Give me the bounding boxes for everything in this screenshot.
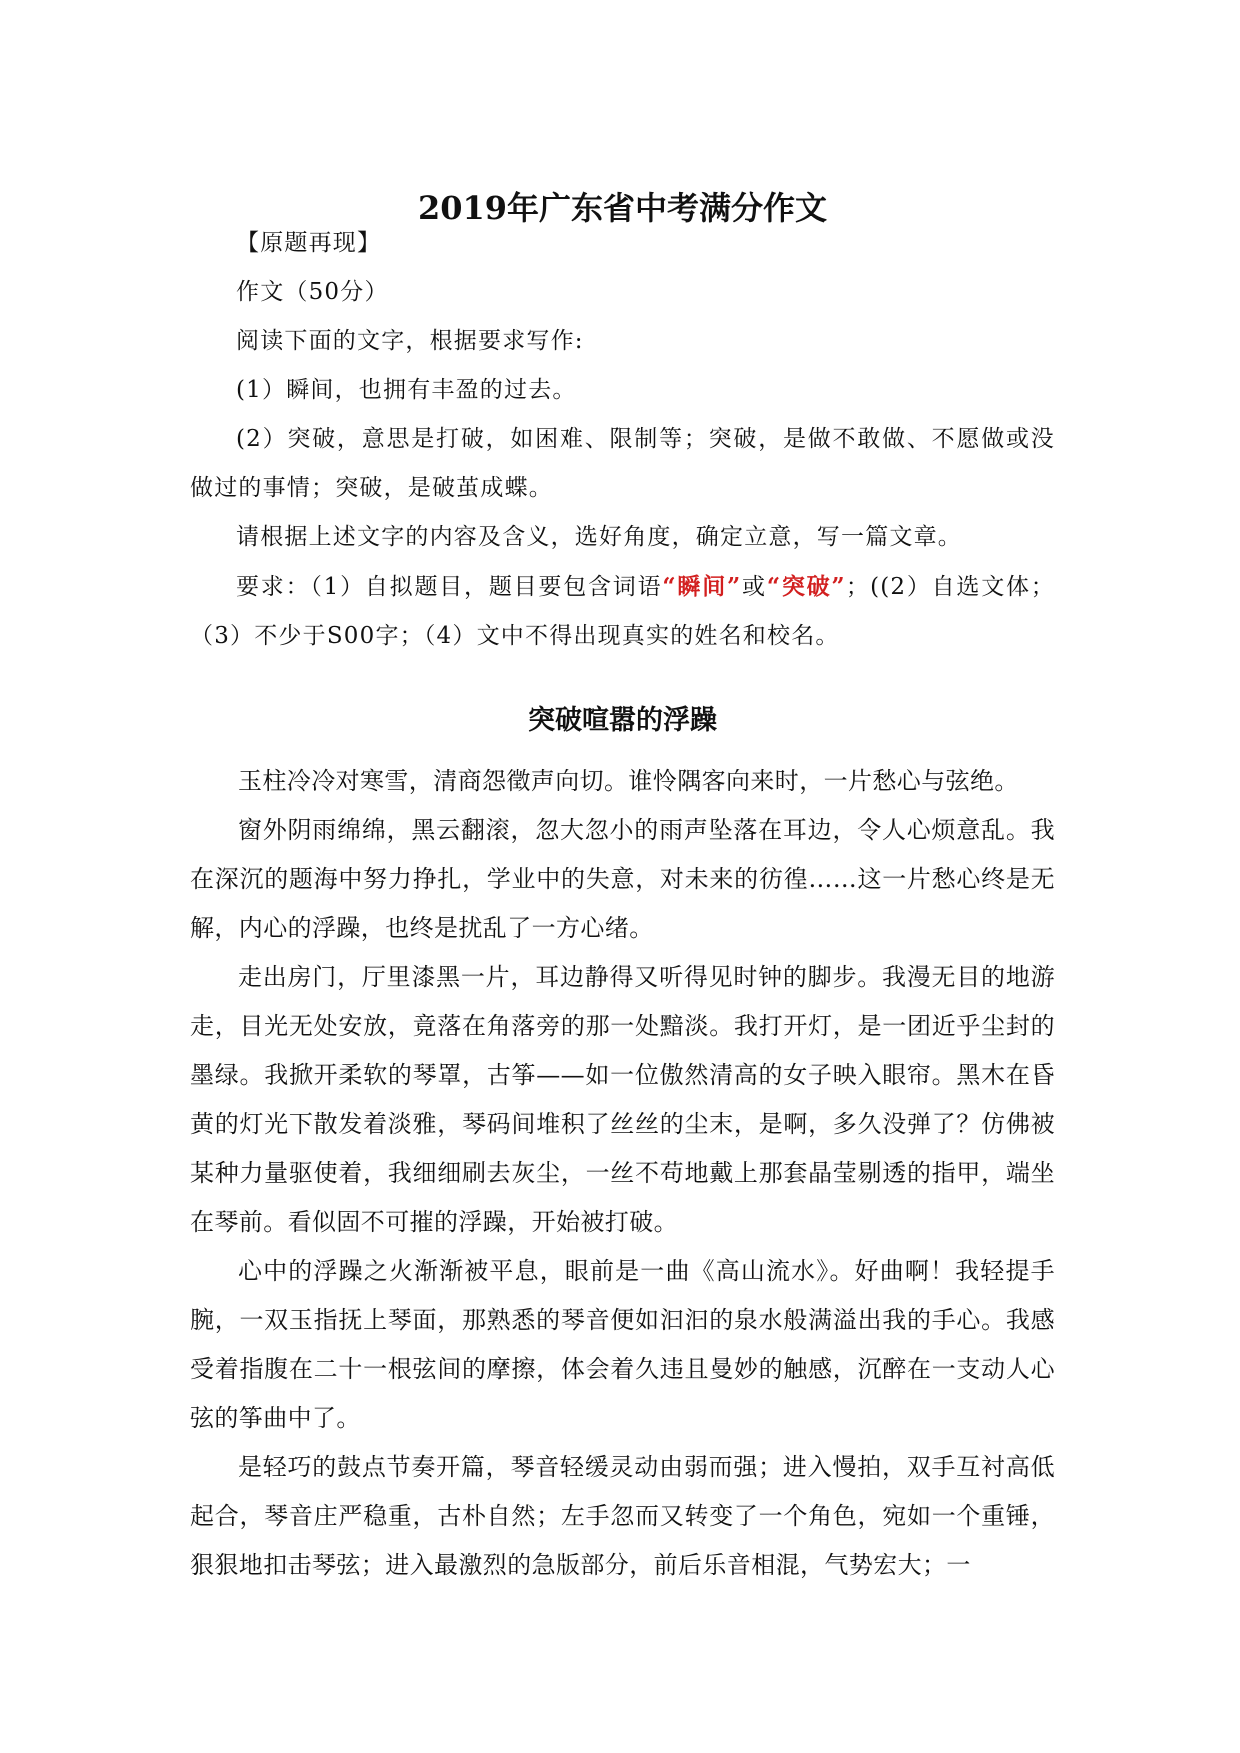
keyword-shunjian: “瞬间” — [662, 573, 742, 600]
essay-body — [190, 757, 1055, 1590]
requirement-suffix: ；((2）自选文体；（3）不少于S00字；（4）文中不得出现真实的姓名和校名。 — [190, 574, 1056, 649]
document-title: 2019年广东省中考满分作文 — [417, 189, 828, 227]
section-label: 【原题再现】 — [236, 230, 382, 256]
essay-paragraph: 走出房门，厅里漆黑一片，耳边静得又听得见时钟的脚步。我漫无目的地游走，目光无处安放，竟落在角落旁的那一处黯淡。我打开灯，是一团近乎尘封的墨绿。我掀开柔软的琴罩，古筝——如一位傲然清高的女子映入眼帘。黑木在昏黄的灯光下散发着淡雅，琴码间堆积了丝丝的尘末，是啊，多久没弹了？仿佛被某种力量驱使着，我细细刷去灰尘，一丝不苟地戴上那套晶莹剔透的指甲，端坐在琴前。看似固不可摧的浮躁，开始被打破。 — [190, 963, 1055, 1236]
prompt-item-1: (1）瞬间，也拥有丰盈的过去。 — [236, 377, 577, 403]
prompt-instruction: 请根据上述文字的内容及含义，选好角度，确定立意，写一篇文章。 — [236, 524, 962, 550]
essay-paragraph: 是轻巧的鼓点节奏开篇，琴音轻缓灵动由弱而强；进入慢拍，双手互衬高低起合，琴音庄严稳重，古朴自然；左手忽而又转变了一个角色，宛如一个重锤，狠狠地扣击琴弦；进入最激烈的急版部分，前后乐音相混，气势宏大；一 — [190, 1453, 1055, 1579]
essay-title: 突破喧嚣的浮躁 — [528, 705, 717, 736]
prompt-heading: 作文（50分） — [236, 279, 389, 305]
essay-paragraph: 窗外阴雨绵绵，黑云翻滚，忽大忽小的雨声坠落在耳边，令人心烦意乱。我在深沉的题海中努力挣扎，学业中的失意，对未来的彷徨……这一片愁心终是无解，内心的浮躁，也终是扰乱了一方心绪。 — [190, 816, 1055, 942]
essay-paragraph: 心中的浮躁之火渐渐被平息，眼前是一曲《高山流水》。好曲啊！我轻提手腕，一双玉指抚上琴面，那熟悉的琴音便如汩汩的泉水般满溢出我的手心。我感受着指腹在二十一根弦间的摩擦，体会着久违且曼妙的触感，沉醉在一支动人心弦的筝曲中了。 — [190, 1257, 1055, 1432]
keyword-tupo: “突破” — [766, 573, 846, 600]
essay-paragraph: 玉柱冷冷对寒雪，清商怨徵声向切。谁怜隅客向来时，一片愁心与弦绝。 — [238, 767, 1019, 795]
prompt-section — [190, 219, 1055, 661]
prompt-intro: 阅读下面的文字，根据要求写作: — [236, 328, 584, 354]
requirement-prefix: 要求：（1）自拟题目，题目要包含词语 — [236, 574, 663, 600]
requirement-mid: 或 — [741, 574, 767, 600]
prompt-item-2: (2）突破，意思是打破，如困难、限制等；突破，是做不敢做、不愿做或没做过的事情；突破，是破茧成蝶。 — [190, 426, 1055, 501]
prompt-requirement — [190, 562, 1055, 661]
